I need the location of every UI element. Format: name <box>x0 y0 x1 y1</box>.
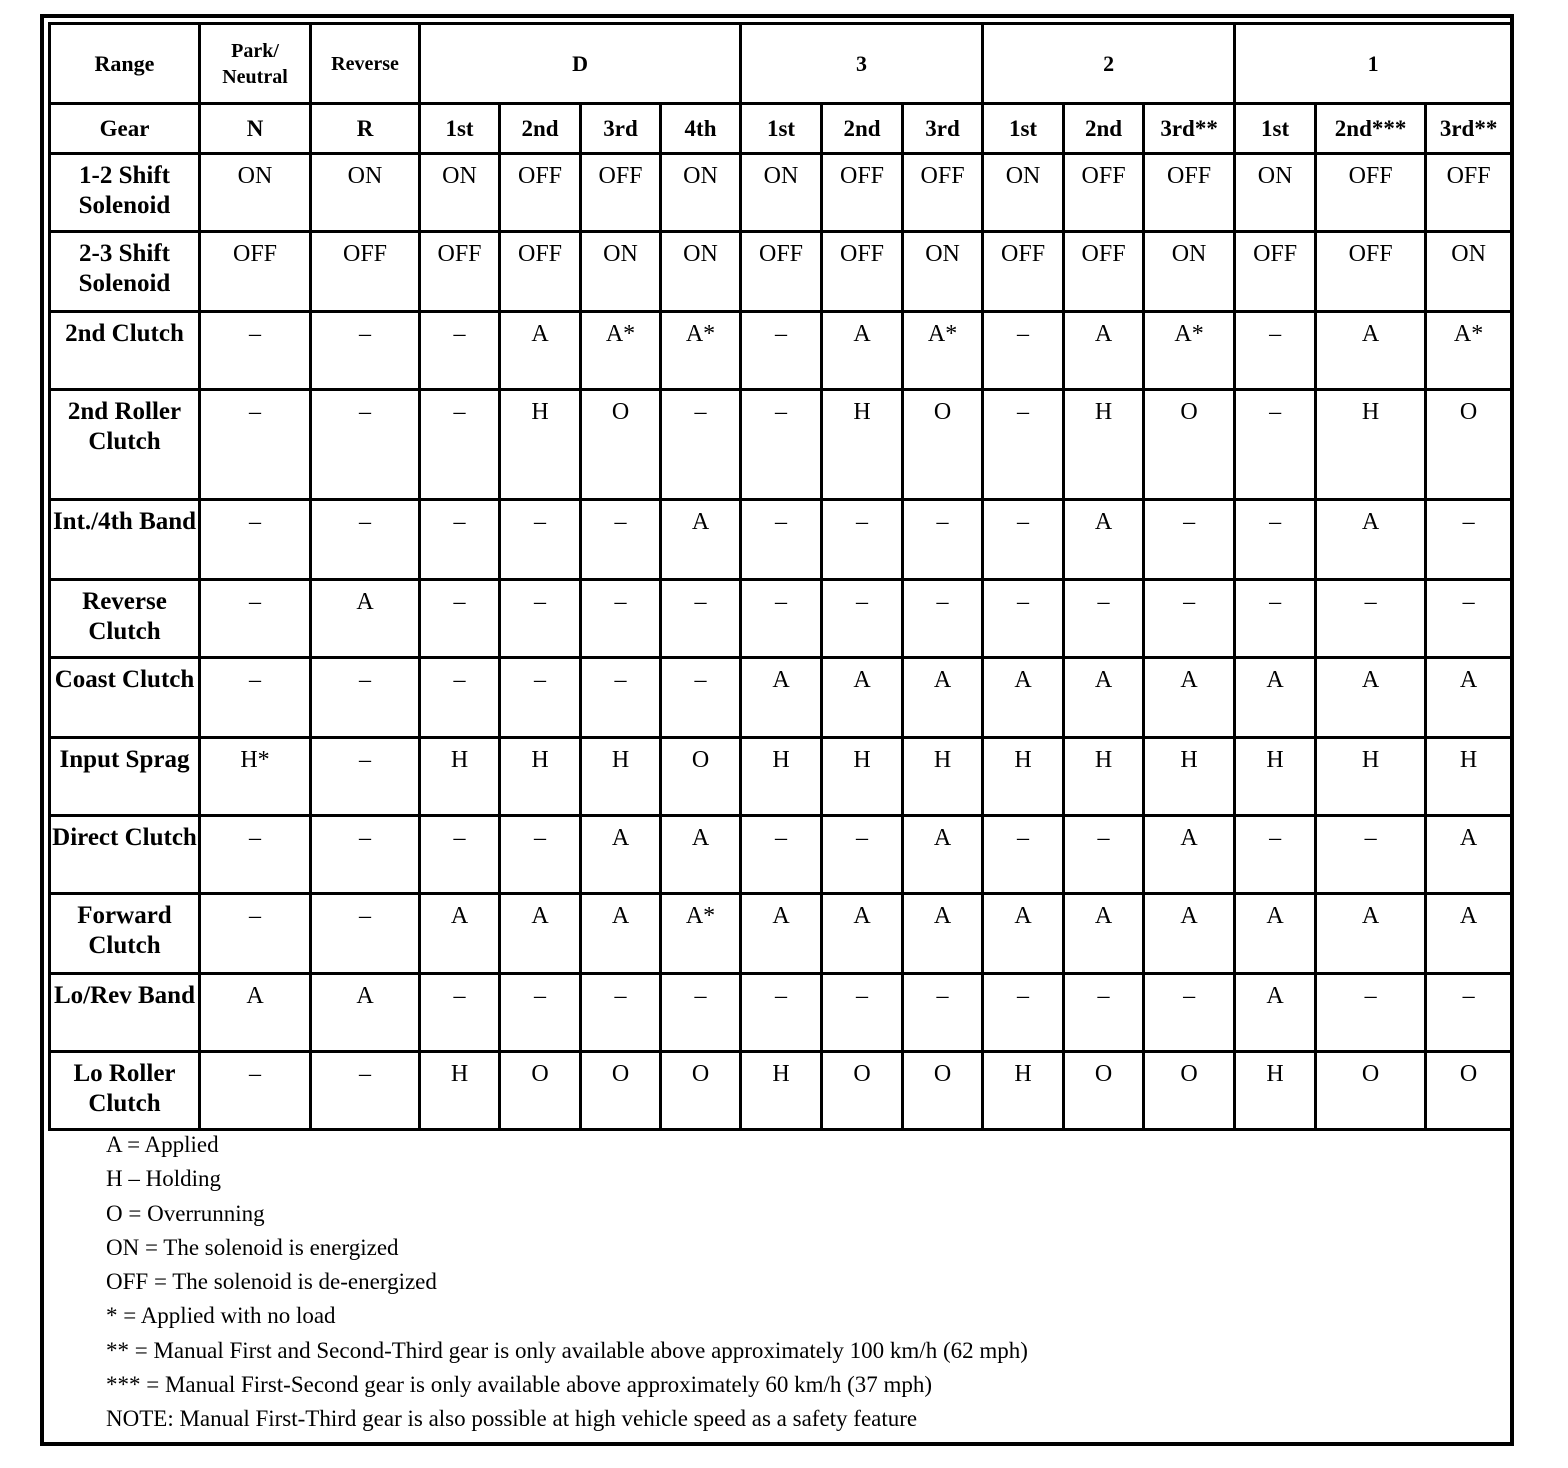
table-cell: – <box>500 500 581 580</box>
table-cell: OFF <box>1144 154 1235 232</box>
table-cell: A <box>983 658 1064 738</box>
table-cell: ON <box>661 232 741 312</box>
table-cell: A <box>311 580 420 658</box>
table-cell: – <box>420 312 500 390</box>
table-cell: ON <box>420 154 500 232</box>
table-cell: – <box>741 390 822 500</box>
table-cell: H <box>1064 390 1144 500</box>
table-cell: ON <box>581 232 661 312</box>
table-cell: A <box>1426 816 1512 894</box>
table-cell: – <box>311 816 420 894</box>
range-header-cell: 1 <box>1235 24 1512 104</box>
table-cell: ON <box>1235 154 1316 232</box>
table-cell: – <box>1064 974 1144 1052</box>
table-cell: A <box>1144 658 1235 738</box>
table-cell: OFF <box>1316 154 1426 232</box>
table-cell: A <box>500 312 581 390</box>
table-cell: – <box>983 974 1064 1052</box>
table-cell: – <box>1064 816 1144 894</box>
table-cell: – <box>581 580 661 658</box>
table-cell: O <box>581 390 661 500</box>
table-cell: O <box>1144 390 1235 500</box>
table-cell: – <box>200 580 311 658</box>
table-cell: – <box>200 500 311 580</box>
table-cell: A <box>983 894 1064 974</box>
table-row <box>50 1052 1512 1130</box>
table-row <box>50 232 1512 312</box>
gear-header-cell: 1st <box>1235 104 1316 154</box>
table-cell: – <box>200 816 311 894</box>
table-cell: OFF <box>822 154 903 232</box>
range-header-row <box>50 24 1512 104</box>
gear-header-cell: 3rd <box>903 104 983 154</box>
table-cell: – <box>420 974 500 1052</box>
table-cell: H <box>983 738 1064 816</box>
table-cell: – <box>1235 580 1316 658</box>
legend <box>106 1128 1486 1437</box>
legend-line: NOTE: Manual First-Third gear is also possible at high vehicle speed as a safety feature <box>106 1406 918 1432</box>
range-header-cell: Park/ Neutral <box>200 24 311 104</box>
range-header-cell: Reverse <box>311 24 420 104</box>
table-cell: A <box>1316 312 1426 390</box>
table-cell: O <box>1426 390 1512 500</box>
table-cell: – <box>311 894 420 974</box>
table-cell: – <box>1235 390 1316 500</box>
range-header-cell: 3 <box>741 24 983 104</box>
table-cell: OFF <box>200 232 311 312</box>
range-header-cell: 2 <box>983 24 1235 104</box>
table-cell: – <box>200 312 311 390</box>
table-cell: O <box>1426 1052 1512 1130</box>
table-cell: – <box>420 580 500 658</box>
table-cell: A <box>903 816 983 894</box>
table-cell: O <box>500 1052 581 1130</box>
table-cell: OFF <box>500 232 581 312</box>
table-cell: A <box>500 894 581 974</box>
table-cell: – <box>500 658 581 738</box>
table-cell: A <box>741 894 822 974</box>
row-header: Int./4th Band <box>50 500 200 580</box>
table-cell: – <box>822 580 903 658</box>
table-cell: H <box>1426 738 1512 816</box>
table-cell: A <box>1144 894 1235 974</box>
table-cell: – <box>1144 974 1235 1052</box>
table-cell: A <box>1235 658 1316 738</box>
row-header: Direct Clutch <box>50 816 200 894</box>
legend-line: * = Applied with no load <box>106 1303 336 1329</box>
table-row <box>50 312 1512 390</box>
table-row <box>50 154 1512 232</box>
table-cell: A <box>1235 974 1316 1052</box>
table-cell: H <box>581 738 661 816</box>
table-cell: H <box>741 738 822 816</box>
table-cell: – <box>420 816 500 894</box>
table-cell: – <box>741 580 822 658</box>
range-header-cell: D <box>420 24 741 104</box>
row-header: Coast Clutch <box>50 658 200 738</box>
table-cell: A <box>741 658 822 738</box>
table-cell: H <box>500 738 581 816</box>
gear-header-row <box>50 104 1512 154</box>
table-cell: O <box>1144 1052 1235 1130</box>
table-cell: – <box>1426 974 1512 1052</box>
table-cell: H <box>420 1052 500 1130</box>
row-header: 2-3 Shift Solenoid <box>50 232 200 312</box>
gear-header-cell: 3rd** <box>1426 104 1512 154</box>
gear-header-cell: 2nd*** <box>1316 104 1426 154</box>
table-cell: OFF <box>420 232 500 312</box>
table-cell: A <box>1426 894 1512 974</box>
table-cell: H <box>1316 390 1426 500</box>
table-cell: – <box>200 390 311 500</box>
row-header: Input Sprag <box>50 738 200 816</box>
table-cell: – <box>420 658 500 738</box>
table-cell: A* <box>581 312 661 390</box>
table-cell: OFF <box>983 232 1064 312</box>
table-cell: A <box>822 312 903 390</box>
table-cell: – <box>741 500 822 580</box>
table-row <box>50 974 1512 1052</box>
table-cell: O <box>822 1052 903 1130</box>
table-cell: – <box>1316 580 1426 658</box>
table-cell: A* <box>661 312 741 390</box>
table-cell: – <box>200 658 311 738</box>
table-cell: H <box>983 1052 1064 1130</box>
table-cell: – <box>1316 974 1426 1052</box>
gear-header-cell: 2nd <box>822 104 903 154</box>
table-cell: – <box>983 390 1064 500</box>
table-cell: ON <box>661 154 741 232</box>
range-label: Range <box>50 24 200 104</box>
table-cell: O <box>903 1052 983 1130</box>
legend-line: O = Overrunning <box>106 1200 265 1226</box>
gear-header-cell: 1st <box>420 104 500 154</box>
table-cell: – <box>581 658 661 738</box>
legend-line: A = Applied <box>106 1132 219 1157</box>
table-cell: A <box>661 500 741 580</box>
table-cell: OFF <box>1064 154 1144 232</box>
table-cell: ON <box>741 154 822 232</box>
table-cell: – <box>903 974 983 1052</box>
table-cell: A* <box>661 894 741 974</box>
table-cell: H <box>822 738 903 816</box>
row-header: 2nd Roller Clutch <box>50 390 200 500</box>
table-cell: A <box>200 974 311 1052</box>
table-cell: OFF <box>1064 232 1144 312</box>
table-cell: H <box>903 738 983 816</box>
gear-header-cell: 3rd** <box>1144 104 1235 154</box>
table-cell: A <box>1144 816 1235 894</box>
table-cell: OFF <box>741 232 822 312</box>
table-cell: – <box>1235 312 1316 390</box>
table-cell: – <box>311 738 420 816</box>
table-cell: – <box>983 500 1064 580</box>
table-cell: – <box>741 312 822 390</box>
table-cell: H <box>1235 1052 1316 1130</box>
table-cell: – <box>903 500 983 580</box>
table-cell: H <box>741 1052 822 1130</box>
table-cell: A <box>1316 658 1426 738</box>
table-cell: ON <box>311 154 420 232</box>
table-cell: A <box>1064 500 1144 580</box>
table-cell: OFF <box>1316 232 1426 312</box>
table-cell: H <box>822 390 903 500</box>
table-cell: – <box>500 580 581 658</box>
table-cell: – <box>311 390 420 500</box>
table-cell: – <box>1316 816 1426 894</box>
table-cell: – <box>200 894 311 974</box>
table-cell: – <box>741 816 822 894</box>
table-cell: – <box>500 974 581 1052</box>
table-cell: ON <box>200 154 311 232</box>
table-cell: A <box>1235 894 1316 974</box>
table-row <box>50 894 1512 974</box>
table-cell: A <box>903 658 983 738</box>
gear-header-cell: N <box>200 104 311 154</box>
table-cell: A <box>1064 658 1144 738</box>
table-cell: – <box>311 658 420 738</box>
table-cell: – <box>500 816 581 894</box>
gear-header-cell: 4th <box>661 104 741 154</box>
table-cell: – <box>822 816 903 894</box>
table-cell: – <box>661 580 741 658</box>
table-row <box>50 658 1512 738</box>
row-header: Lo/Rev Band <box>50 974 200 1052</box>
table-cell: – <box>983 580 1064 658</box>
table-cell: H* <box>200 738 311 816</box>
shift-application-table <box>48 22 1513 1131</box>
table-cell: A <box>822 658 903 738</box>
gear-header-cell: 3rd <box>581 104 661 154</box>
table-body <box>50 154 1512 1130</box>
table-cell: OFF <box>581 154 661 232</box>
gear-header-cell: 2nd <box>500 104 581 154</box>
table-cell: – <box>581 500 661 580</box>
table-cell: – <box>1144 500 1235 580</box>
document-sheet <box>40 14 1514 1446</box>
table-cell: – <box>1426 500 1512 580</box>
gear-header-cell: R <box>311 104 420 154</box>
table-cell: O <box>661 738 741 816</box>
table-cell: – <box>420 500 500 580</box>
table-row <box>50 580 1512 658</box>
table-cell: – <box>741 974 822 1052</box>
table-cell: A* <box>903 312 983 390</box>
table-row <box>50 738 1512 816</box>
table-cell: O <box>903 390 983 500</box>
table-cell: – <box>983 816 1064 894</box>
table-cell: O <box>1064 1052 1144 1130</box>
table-cell: A* <box>1426 312 1512 390</box>
table-cell: – <box>661 390 741 500</box>
table-cell: ON <box>983 154 1064 232</box>
gear-header-cell: 1st <box>741 104 822 154</box>
legend-line: ** = Manual First and Second-Third gear is only available above approximately 100 km/h (62 mph) <box>106 1337 1028 1363</box>
table-cell: – <box>581 974 661 1052</box>
table-cell: A <box>1316 500 1426 580</box>
gear-header-cell: 2nd <box>1064 104 1144 154</box>
gear-header-cell: 1st <box>983 104 1064 154</box>
table-cell: ON <box>1426 232 1512 312</box>
gear-label: Gear <box>50 104 200 154</box>
table-cell: A <box>661 816 741 894</box>
table-cell: – <box>903 580 983 658</box>
table-cell: H <box>500 390 581 500</box>
table-cell: H <box>1316 738 1426 816</box>
table-cell: OFF <box>1426 154 1512 232</box>
table-cell: H <box>1144 738 1235 816</box>
table-cell: H <box>1235 738 1316 816</box>
table-cell: – <box>311 312 420 390</box>
table-cell: – <box>1235 500 1316 580</box>
table-cell: – <box>1426 580 1512 658</box>
table-cell: – <box>822 500 903 580</box>
table-cell: O <box>661 1052 741 1130</box>
table-cell: – <box>661 974 741 1052</box>
row-header: 1-2 Shift Solenoid <box>50 154 200 232</box>
table-cell: A <box>581 816 661 894</box>
row-header: 2nd Clutch <box>50 312 200 390</box>
table-cell: A <box>1426 658 1512 738</box>
table-cell: OFF <box>822 232 903 312</box>
table-cell: OFF <box>311 232 420 312</box>
row-header: Forward Clutch <box>50 894 200 974</box>
table-cell: – <box>1144 580 1235 658</box>
table-cell: A* <box>1144 312 1235 390</box>
table-cell: – <box>983 312 1064 390</box>
table-cell: OFF <box>500 154 581 232</box>
table-cell: ON <box>1144 232 1235 312</box>
table-cell: – <box>311 1052 420 1130</box>
table-row <box>50 500 1512 580</box>
legend-line: OFF = The solenoid is de-energized <box>106 1269 437 1295</box>
table-cell: – <box>822 974 903 1052</box>
table-cell: O <box>1316 1052 1426 1130</box>
table-cell: H <box>1064 738 1144 816</box>
table-row <box>50 390 1512 500</box>
table-cell: A <box>1316 894 1426 974</box>
table-cell: – <box>311 500 420 580</box>
legend-line: H – Holding <box>106 1166 221 1192</box>
table-cell: – <box>661 658 741 738</box>
table-cell: ON <box>903 232 983 312</box>
table-cell: A <box>311 974 420 1052</box>
table-cell: H <box>420 738 500 816</box>
table-cell: A <box>420 894 500 974</box>
table-cell: – <box>1064 580 1144 658</box>
table-cell: – <box>420 390 500 500</box>
row-header: Reverse Clutch <box>50 580 200 658</box>
table-row <box>50 816 1512 894</box>
table-cell: A <box>581 894 661 974</box>
table-cell: OFF <box>903 154 983 232</box>
table-cell: A <box>903 894 983 974</box>
table-cell: A <box>1064 894 1144 974</box>
table-cell: A <box>1064 312 1144 390</box>
table-cell: A <box>822 894 903 974</box>
row-header: Lo Roller Clutch <box>50 1052 200 1130</box>
table-cell: OFF <box>1235 232 1316 312</box>
legend-line: *** = Manual First-Second gear is only available above approximately 60 km/h (37 mph) <box>106 1372 933 1398</box>
table-cell: – <box>200 1052 311 1130</box>
table-cell: – <box>1235 816 1316 894</box>
table-cell: O <box>581 1052 661 1130</box>
legend-line: ON = The solenoid is energized <box>106 1234 399 1260</box>
